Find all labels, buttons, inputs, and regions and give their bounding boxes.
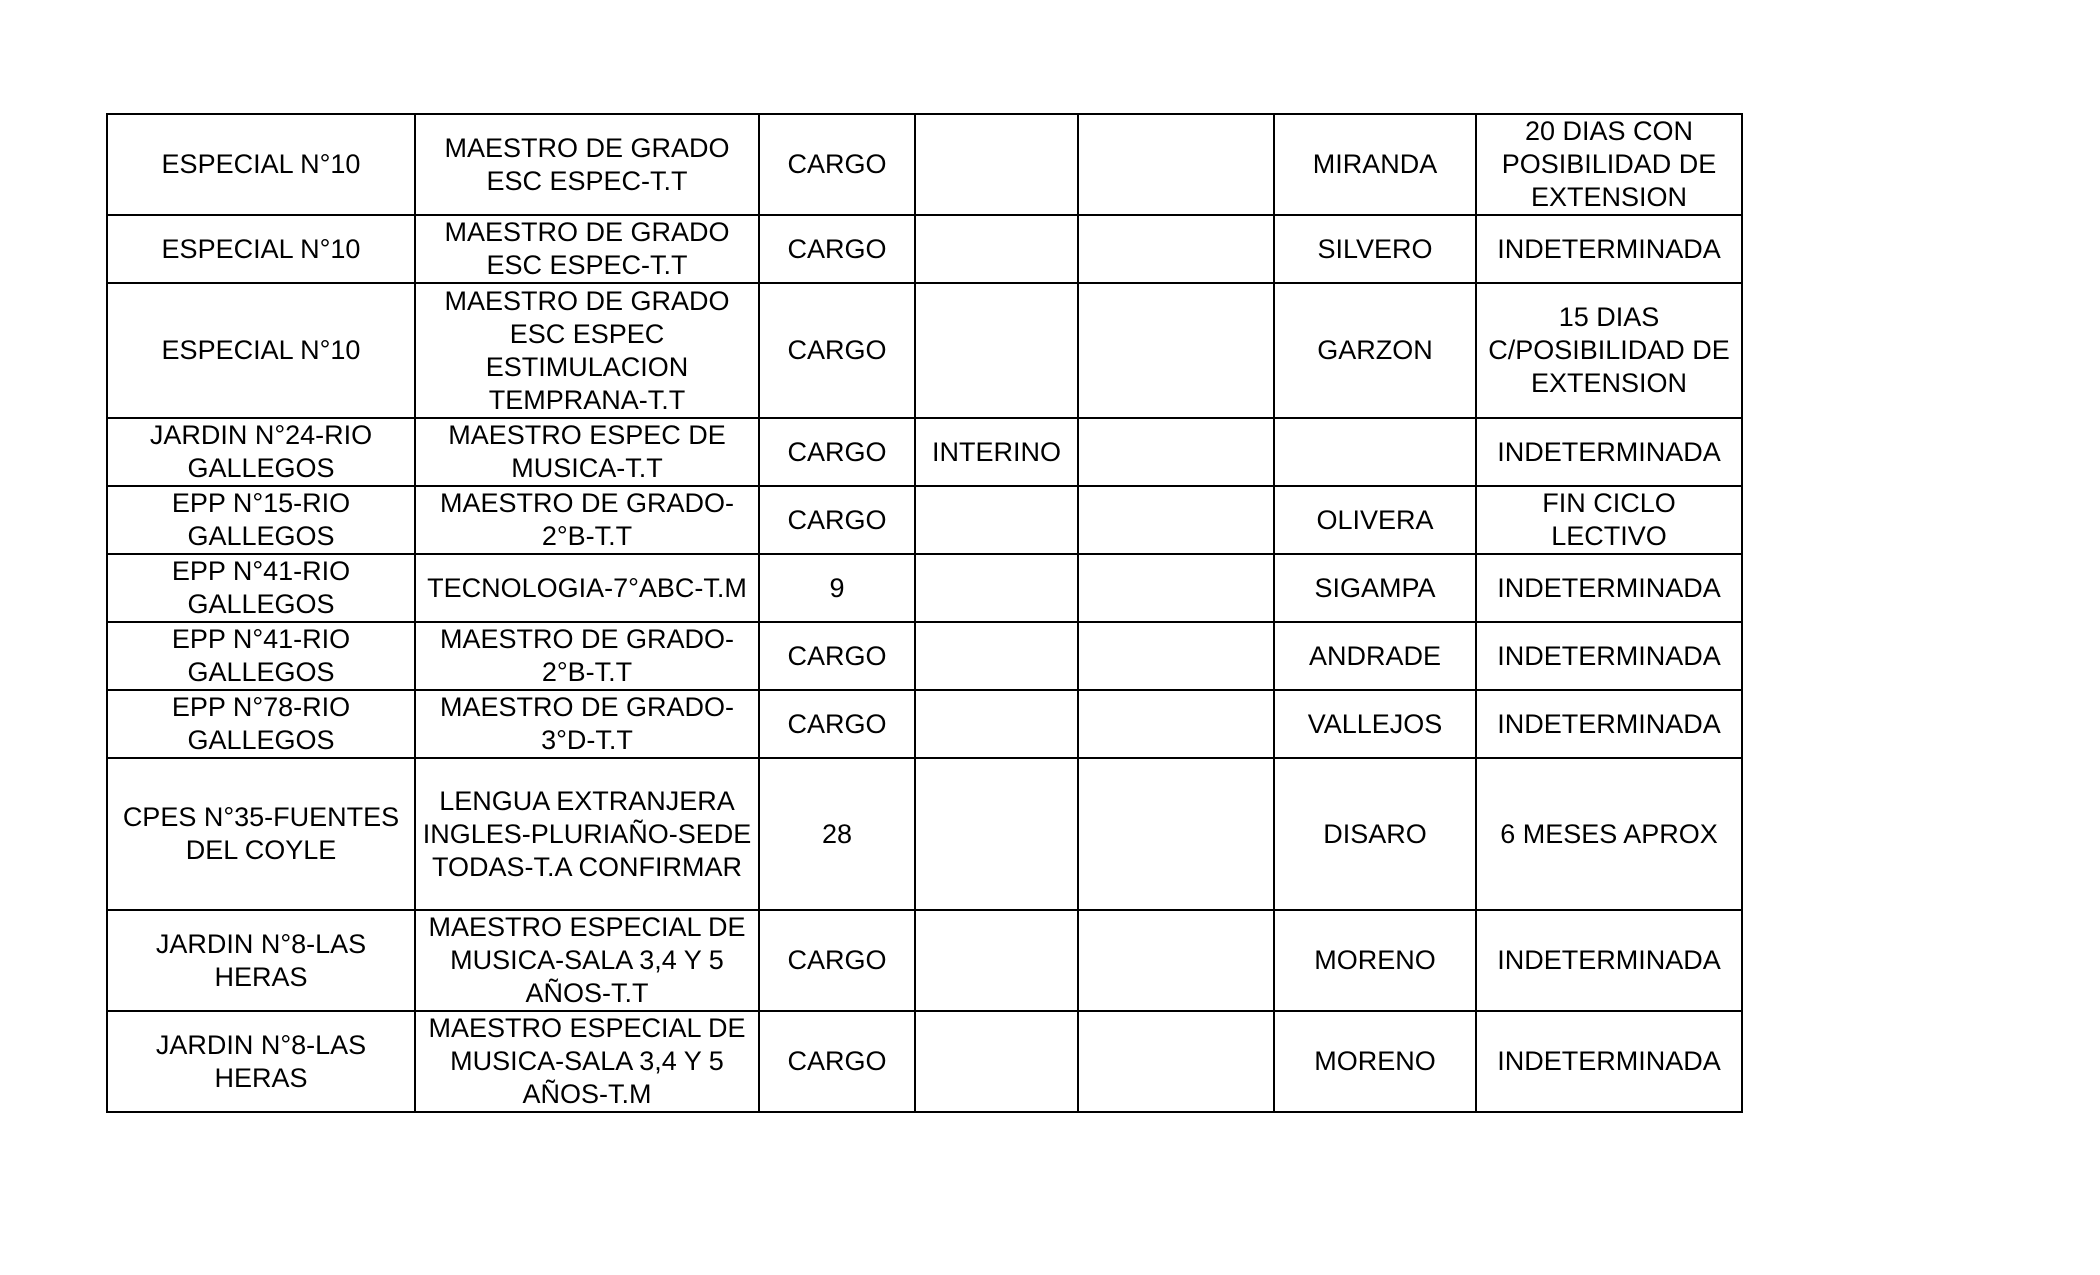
- cell-status: [915, 690, 1078, 758]
- cell-position: MAESTRO DE GRADO- 2°B-T.T: [415, 486, 759, 554]
- cell-position: MAESTRO ESPEC DE MUSICA-T.T: [415, 418, 759, 486]
- cell-duration: INDETERMINADA: [1476, 418, 1742, 486]
- cell-status: [915, 486, 1078, 554]
- vacancy-table: [106, 113, 1743, 1113]
- cell-duration: INDETERMINADA: [1476, 554, 1742, 622]
- cell-duration: INDETERMINADA: [1476, 910, 1742, 1011]
- cell-name: [1274, 418, 1476, 486]
- cell-school: CPES N°35-FUENTES DEL COYLE: [107, 758, 415, 910]
- cell-extra: [1078, 622, 1274, 690]
- cell-status: INTERINO: [915, 418, 1078, 486]
- cell-position: MAESTRO ESPECIAL DE MUSICA-SALA 3,4 Y 5 AÑOS-T.M: [415, 1011, 759, 1112]
- table-row: [107, 690, 1742, 758]
- cell-position: MAESTRO DE GRADO- 3°D-T.T: [415, 690, 759, 758]
- cell-extra: [1078, 910, 1274, 1011]
- cell-type: CARGO: [759, 114, 915, 215]
- cell-extra: [1078, 554, 1274, 622]
- cell-type: CARGO: [759, 486, 915, 554]
- cell-type: 9: [759, 554, 915, 622]
- cell-extra: [1078, 215, 1274, 283]
- cell-name: OLIVERA: [1274, 486, 1476, 554]
- cell-position: MAESTRO DE GRADO ESC ESPEC-T.T: [415, 114, 759, 215]
- cell-name: SILVERO: [1274, 215, 1476, 283]
- cell-school: JARDIN N°8-LAS HERAS: [107, 1011, 415, 1112]
- cell-duration: 20 DIAS CON POSIBILIDAD DE EXTENSION: [1476, 114, 1742, 215]
- cell-type: CARGO: [759, 283, 915, 418]
- cell-school: ESPECIAL N°10: [107, 283, 415, 418]
- cell-type: CARGO: [759, 690, 915, 758]
- cell-extra: [1078, 758, 1274, 910]
- cell-school: EPP N°15-RIO GALLEGOS: [107, 486, 415, 554]
- cell-duration: INDETERMINADA: [1476, 1011, 1742, 1112]
- cell-extra: [1078, 418, 1274, 486]
- cell-name: ANDRADE: [1274, 622, 1476, 690]
- cell-type: CARGO: [759, 622, 915, 690]
- cell-school: JARDIN N°8-LAS HERAS: [107, 910, 415, 1011]
- cell-extra: [1078, 283, 1274, 418]
- cell-status: [915, 910, 1078, 1011]
- cell-school: EPP N°78-RIO GALLEGOS: [107, 690, 415, 758]
- table-row: [107, 758, 1742, 910]
- cell-type: CARGO: [759, 215, 915, 283]
- table-row: [107, 283, 1742, 418]
- table-row: [107, 1011, 1742, 1112]
- cell-type: CARGO: [759, 1011, 915, 1112]
- cell-status: [915, 1011, 1078, 1112]
- cell-duration: 6 MESES APROX: [1476, 758, 1742, 910]
- cell-position: LENGUA EXTRANJERA INGLES-PLURIAÑO-SEDE TODAS-T.A CONFIRMAR: [415, 758, 759, 910]
- cell-status: [915, 554, 1078, 622]
- cell-duration: INDETERMINADA: [1476, 690, 1742, 758]
- cell-status: [915, 283, 1078, 418]
- cell-extra: [1078, 486, 1274, 554]
- cell-school: ESPECIAL N°10: [107, 215, 415, 283]
- cell-status: [915, 622, 1078, 690]
- table-row: [107, 486, 1742, 554]
- cell-duration: INDETERMINADA: [1476, 622, 1742, 690]
- cell-type: CARGO: [759, 910, 915, 1011]
- cell-name: VALLEJOS: [1274, 690, 1476, 758]
- cell-position: MAESTRO DE GRADO- 2°B-T.T: [415, 622, 759, 690]
- table-row: [107, 215, 1742, 283]
- cell-extra: [1078, 1011, 1274, 1112]
- cell-type: CARGO: [759, 418, 915, 486]
- cell-extra: [1078, 690, 1274, 758]
- table-row: [107, 418, 1742, 486]
- table-row: [107, 910, 1742, 1011]
- table-row: [107, 114, 1742, 215]
- cell-name: DISARO: [1274, 758, 1476, 910]
- cell-extra: [1078, 114, 1274, 215]
- cell-status: [915, 114, 1078, 215]
- cell-school: ESPECIAL N°10: [107, 114, 415, 215]
- cell-name: MORENO: [1274, 1011, 1476, 1112]
- cell-position: MAESTRO DE GRADO ESC ESPEC ESTIMULACION TEMPRANA-T.T: [415, 283, 759, 418]
- cell-status: [915, 215, 1078, 283]
- table-row: [107, 622, 1742, 690]
- cell-school: JARDIN N°24-RIO GALLEGOS: [107, 418, 415, 486]
- cell-position: MAESTRO DE GRADO ESC ESPEC-T.T: [415, 215, 759, 283]
- cell-name: GARZON: [1274, 283, 1476, 418]
- cell-name: SIGAMPA: [1274, 554, 1476, 622]
- cell-name: MIRANDA: [1274, 114, 1476, 215]
- cell-duration: FIN CICLO LECTIVO: [1476, 486, 1742, 554]
- cell-position: MAESTRO ESPECIAL DE MUSICA-SALA 3,4 Y 5 AÑOS-T.T: [415, 910, 759, 1011]
- table-row: [107, 554, 1742, 622]
- cell-duration: INDETERMINADA: [1476, 215, 1742, 283]
- cell-status: [915, 758, 1078, 910]
- cell-type: 28: [759, 758, 915, 910]
- cell-school: EPP N°41-RIO GALLEGOS: [107, 622, 415, 690]
- cell-position: TECNOLOGIA-7°ABC-T.M: [415, 554, 759, 622]
- cell-school: EPP N°41-RIO GALLEGOS: [107, 554, 415, 622]
- cell-name: MORENO: [1274, 910, 1476, 1011]
- cell-duration: 15 DIAS C/POSIBILIDAD DE EXTENSION: [1476, 283, 1742, 418]
